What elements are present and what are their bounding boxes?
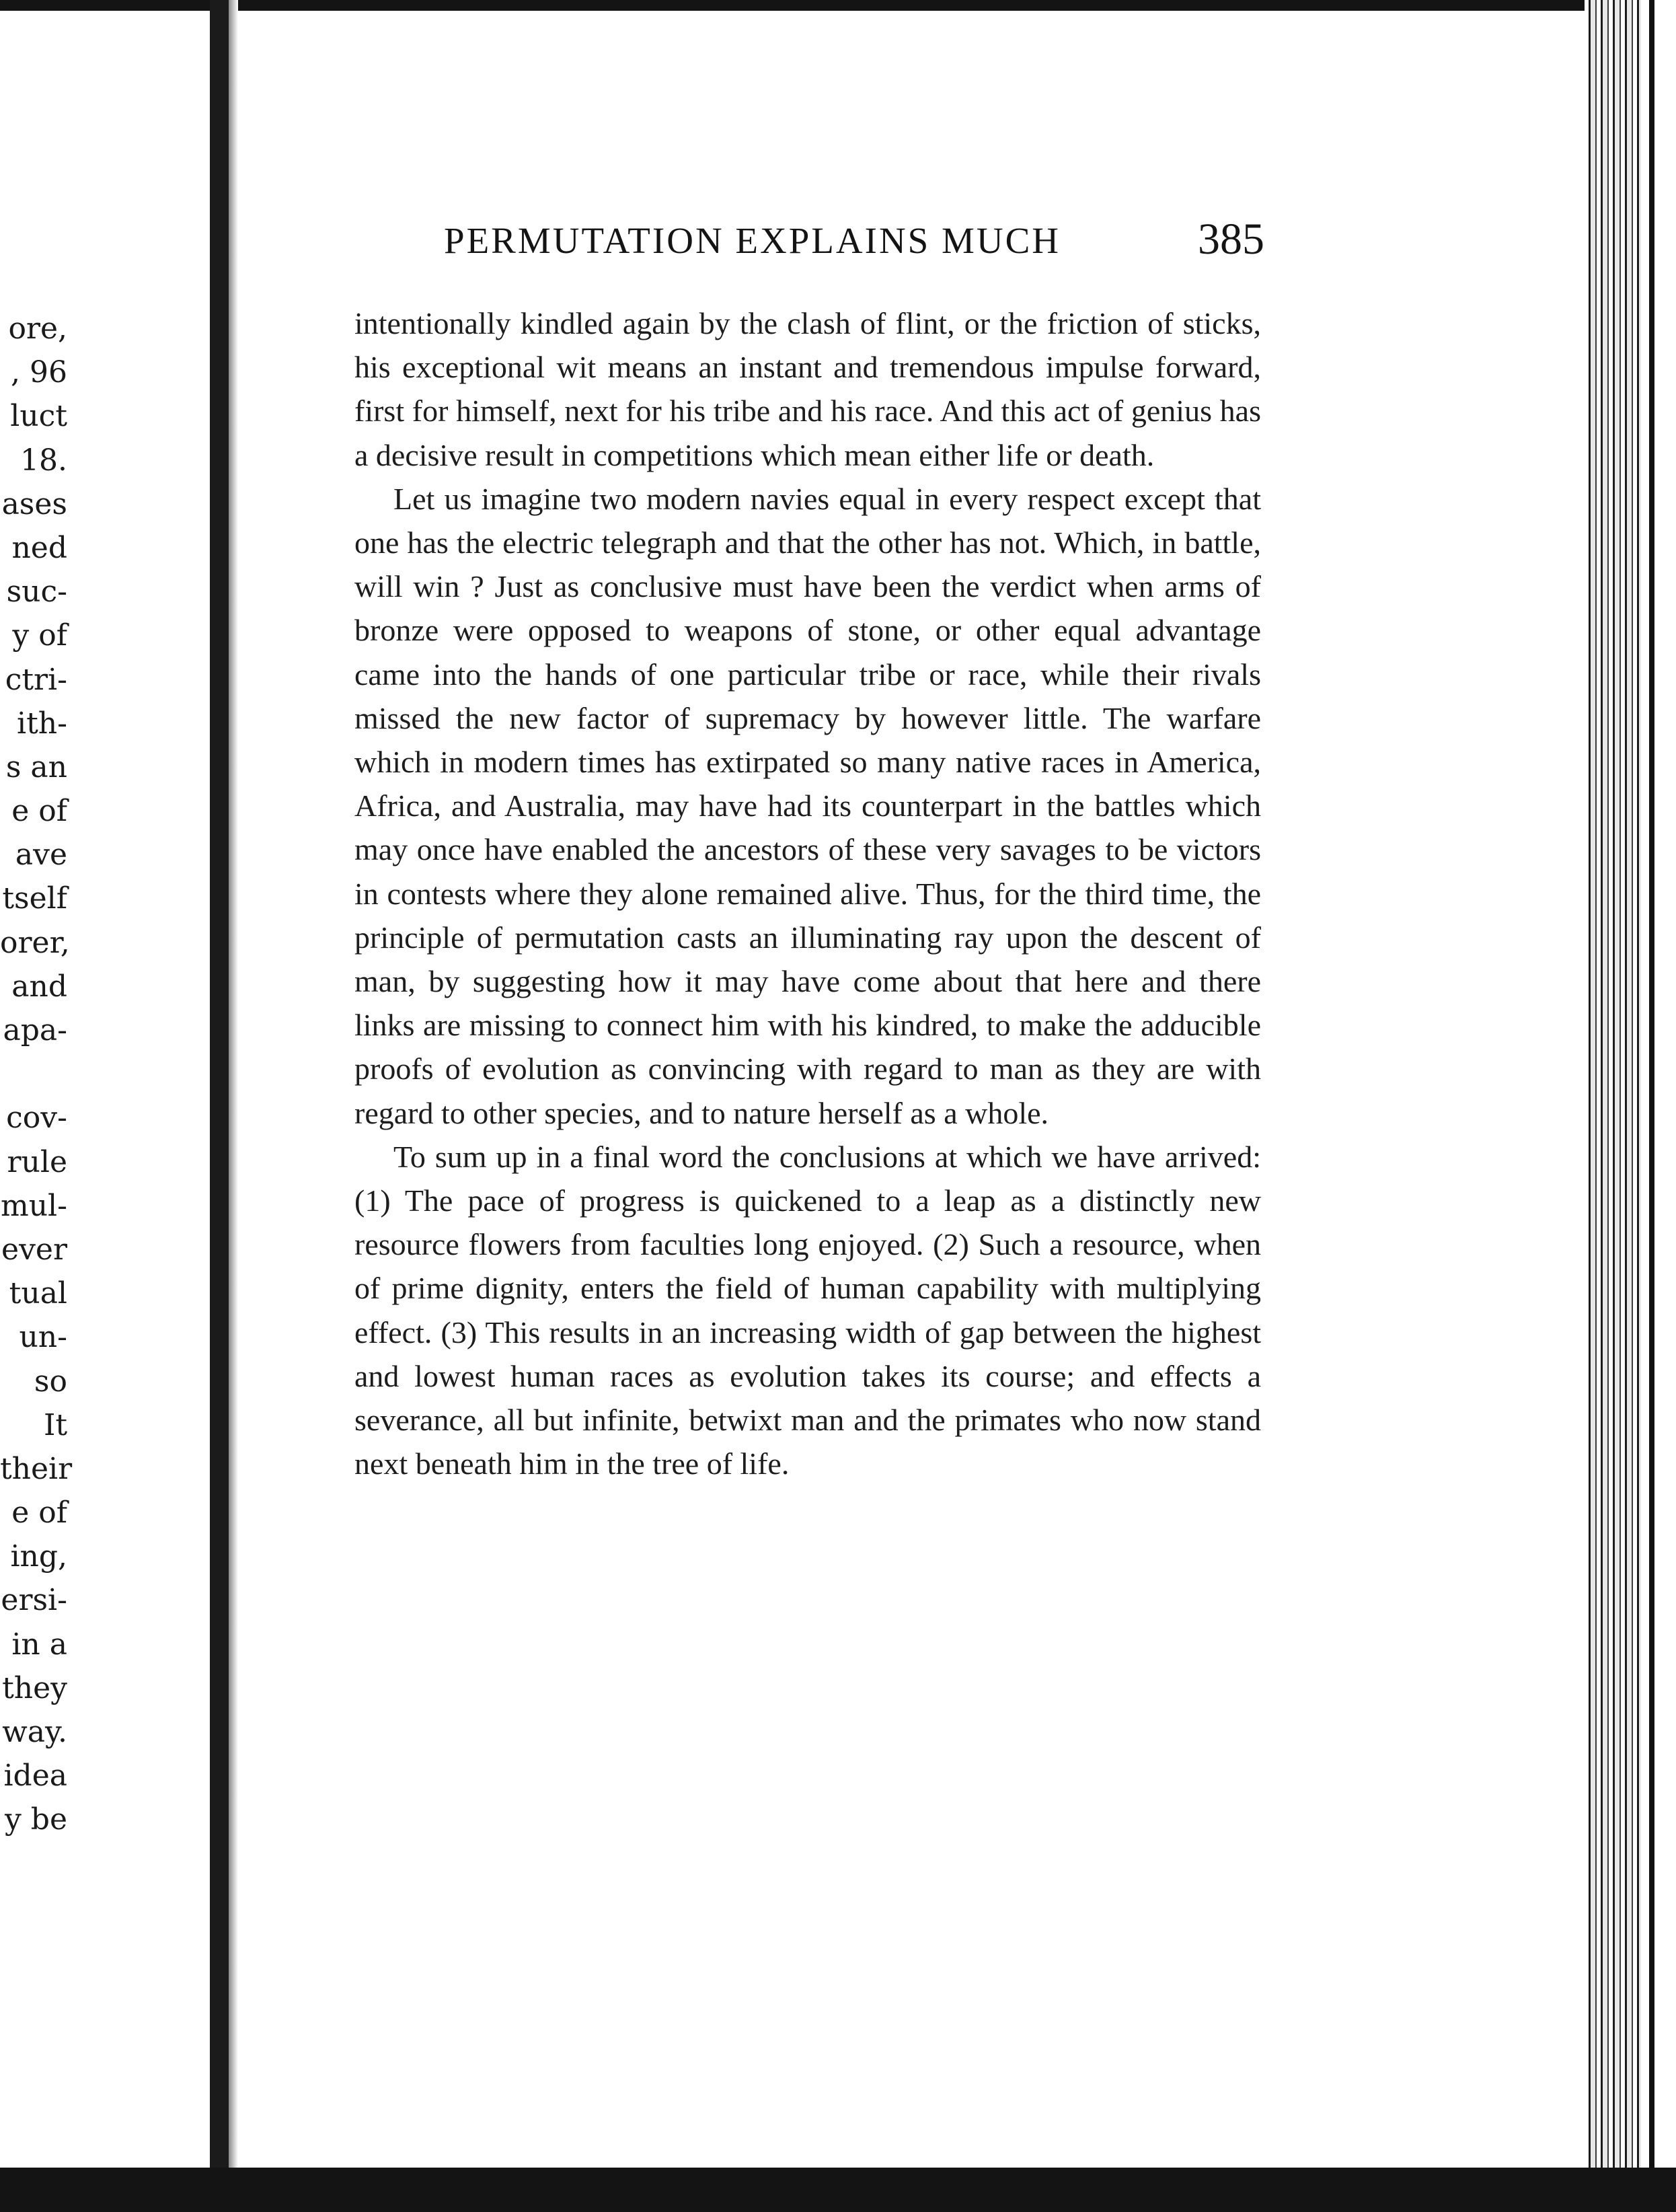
scan-bottom-border	[0, 2168, 1676, 2212]
facing-line: ever	[1, 1232, 67, 1267]
facing-line: 18.	[20, 443, 67, 478]
facing-page-fragments	[0, 307, 73, 1842]
facing-line: so	[34, 1364, 67, 1399]
scan-top-border	[0, 0, 1676, 11]
paragraph-navies: Let us imagine two modern navies equal in every respect except that one has the electric telegraph and that the other has not. Which, in battle, will win ? Just as conclusive must have been the verdict when arms of bronze were opposed to weapons of stone, or other equal advantage came into the hands of one particular tribe or race, while their rivals missed the new factor of supremacy by however little. The warfare which in modern times has extirpated so many native races in America, Africa, and Australia, may have had its counterpart in the battles which may once have enabled the ancestors of these very savages to be victors in contests where they alone remained alive. Thus, for the third time, the principle of permutation casts an illuminating ray upon the descent of man, by suggesting how it may have come about that here and there links are missing to connect him with his kindred, to make the adducible proofs of evolution as convincing with regard to man as they are with regard to other species, and to nature herself as a whole.	[354, 481, 1261, 1130]
facing-line: luct	[10, 399, 67, 434]
facing-line: and	[11, 969, 67, 1004]
facing-line: ith-	[17, 706, 67, 741]
facing-line: y of	[12, 618, 67, 653]
book-gutter	[210, 0, 229, 2212]
running-head-title: PERMUTATION EXPLAINS MUCH	[444, 220, 1061, 261]
paragraph-summary: To sum up in a final word the conclusions at which we have arrived: (1) The pace of progress is quickened to a leap as a distinctly new resource flowers from faculties long enjoyed. (2) Such a resource, when of prime dignity, enters the field of human capability with multiplying effect. (3) This results in an increasing width of gap between the highest and lowest human races as evolution takes its course; and effects a severance, all but infinite, betwixt man and the primates who now stand next beneath him in the tree of life.	[354, 1139, 1261, 1481]
facing-line: y be	[4, 1802, 67, 1837]
facing-line: apa-	[3, 1013, 67, 1047]
facing-line: their	[0, 1451, 73, 1486]
facing-line: un-	[19, 1320, 67, 1355]
facing-line: orer,	[0, 925, 70, 960]
facing-line: , 96	[11, 355, 67, 390]
gutter-shadow	[229, 0, 238, 2212]
fore-edge-margin	[1641, 0, 1676, 2212]
facing-line: rule	[7, 1144, 67, 1179]
facing-line: ore,	[8, 311, 67, 346]
page-number: 385	[1198, 215, 1264, 264]
facing-line: s an	[5, 749, 67, 784]
body-text	[354, 301, 1261, 1485]
facing-line: ersi-	[1, 1583, 67, 1618]
facing-line: e of	[11, 1496, 67, 1531]
facing-line: they	[2, 1670, 67, 1705]
facing-line: idea	[3, 1759, 67, 1794]
facing-line	[0, 1052, 67, 1096]
fore-edge-line	[1649, 0, 1654, 2212]
facing-line: way.	[2, 1715, 67, 1749]
facing-line: ave	[15, 838, 67, 873]
facing-line: in a	[11, 1627, 67, 1662]
facing-line: It	[43, 1407, 67, 1442]
facing-line: cov-	[6, 1101, 67, 1136]
facing-line: ned	[11, 530, 67, 565]
facing-line: ases	[1, 486, 67, 521]
facing-line: tself	[2, 881, 67, 916]
running-head	[444, 214, 1264, 268]
facing-line: suc-	[6, 575, 67, 610]
facing-line: ing,	[10, 1539, 67, 1574]
facing-line: ctri-	[5, 662, 67, 697]
facing-line: e of	[11, 794, 67, 829]
facing-line: tual	[9, 1276, 67, 1311]
facing-line: mul-	[1, 1188, 67, 1223]
paragraph-continued: intentionally kindled again by the clash of flint, or the friction of sticks, his exceptional wit means an instant and tremendous impulse forward, first for himself, next for his tribe and his race. And this act of genius has a decisive result in competitions which mean either life or death.	[354, 306, 1261, 472]
